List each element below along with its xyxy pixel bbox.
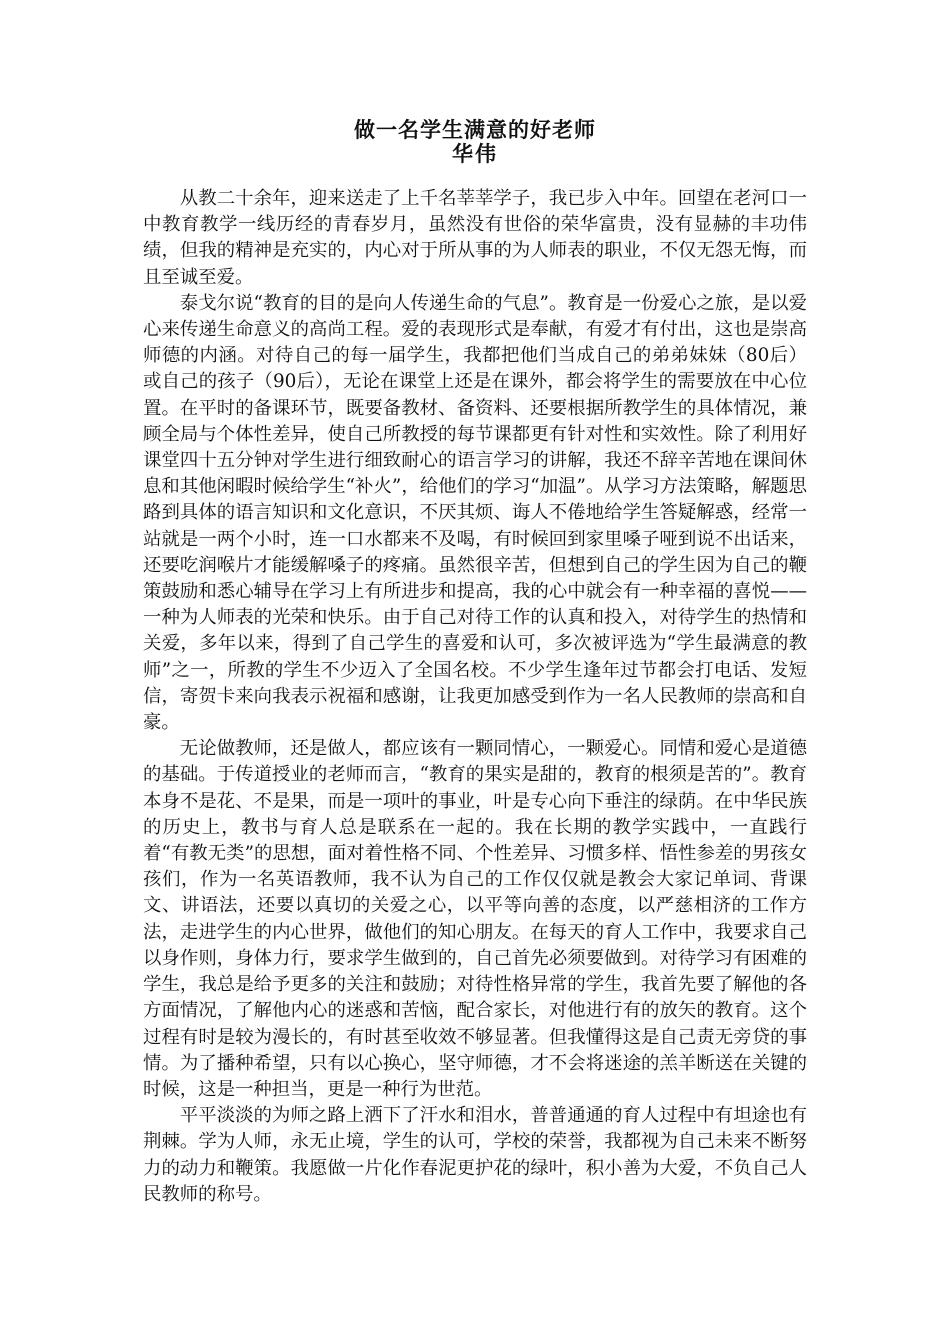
paragraph-4: 平平淡淡的为师之路上洒下了汗水和泪水，普普通通的育人过程中有坦途也有荆棘。学为人师，永无止境，学生的认可，学校的荣誉，我都视为自己未来不断努力的动力和鞭策。我愿做一片化作春泥更护花的绿叶，积小善为大爱，不负自己人民教师的称号。 — [143, 1105, 807, 1205]
document-author: 华伟 — [452, 141, 498, 166]
document-page — [143, 118, 807, 1208]
document-body — [143, 186, 807, 1208]
paragraph-2: 泰戈尔说“教育的目的是向人传递生命的气息”。教育是一份爱心之旅，是以爱心来传递生命意义的高尚工程。爱的表现形式是奉献，有爱才有付出，这也是崇高师德的内涵。对待自己的每一届学生，我都把他们当成自己的弟弟妹妹（80后）或自己的孩子（90后），无论在课堂上还是在课外，都会将学生的需要放在中心位置。在平时的备课环节，既要备教材、备资料、还要根据所教学生的具体情况，兼顾全局与个体性差异，使自己所教授的每节课都更有针对性和实效性。除了利用好课堂四十五分钟对学生进行细致耐心的语言学习的讲解，我还不辞辛苦地在课间休息和其他闲暇时候给学生“补火”，给他们的学习“加温”。从学习方法策略，解题思路到具体的语言知识和文化意识，不厌其烦、诲人不倦地给学生答疑解惑，经常一站就是一两个小时，连一口水都来不及喝，有时候回到家里嗓子哑到说不出话来，还要吃润喉片才能缓解嗓子的疼痛。虽然很辛苦，但想到自己的学生因为自己的鞭策鼓励和悉心辅导在学习上有所进步和提高，我的心中就会有一种幸福的喜悦——一种为人师表的光荣和快乐。由于自己对待工作的认真和投入，对待学生的热情和关爱，多年以来，得到了自己学生的喜爱和认可，多次被评选为“学生最满意的教师”之一，所教的学生不少迈入了全国名校。不少学生逢年过节都会打电话、发短信，寄贺卡来向我表示祝福和感谢，让我更加感受到作为一名人民教师的崇高和自豪。 — [143, 292, 807, 734]
paragraph-1: 从教二十余年，迎来送走了上千名莘莘学子，我已步入中年。回望在老河口一中教育教学一线历经的青春岁月，虽然没有世俗的荣华富贵，没有显赫的丰功伟绩，但我的精神是充实的，内心对于所从事的为人师表的职业，不仅无怨无悔，而且至诚至爱。 — [143, 188, 807, 288]
document-title: 做一名学生满意的好老师 — [354, 117, 596, 142]
paragraph-3: 无论做教师，还是做人，都应该有一颗同情心，一颗爱心。同情和爱心是道德的基础。于传道授业的老师而言，“教育的果实是甜的，教育的根须是苦的”。教育本身不是花、不是果，而是一项叶的事业，叶是专心向下垂注的绿荫。在中华民族的历史上，教书与育人总是联系在一起的。我在长期的教学实践中，一直践行着“有教无类”的思想，面对着性格不同、个性差异、习惯多样、悟性参差的男孩女孩们，作为一名英语教师，我不认为自己的工作仅仅就是教会大家记单词、背课文、讲语法，还要以真切的关爱之心，以平等向善的态度，以严慈相济的工作方法，走进学生的内心世界，做他们的知心朋友。在每天的育人工作中，我要求自己以身作则，身体力行，要求学生做到的，自己首先必须要做到。对待学习有困难的学生，我总是给予更多的关注和鼓励；对待性格异常的学生，我首先要了解他的各方面情况，了解他内心的迷惑和苦恼，配合家长，对他进行有的放矢的教育。这个过程有时是较为漫长的，有时甚至收效不够显著。但我懂得这是自己责无旁贷的事情。为了播种希望，只有以心换心，坚守师德，才不会将迷途的羔羊断送在关键的时候，这是一种担当，更是一种行为世范。 — [143, 738, 807, 1100]
